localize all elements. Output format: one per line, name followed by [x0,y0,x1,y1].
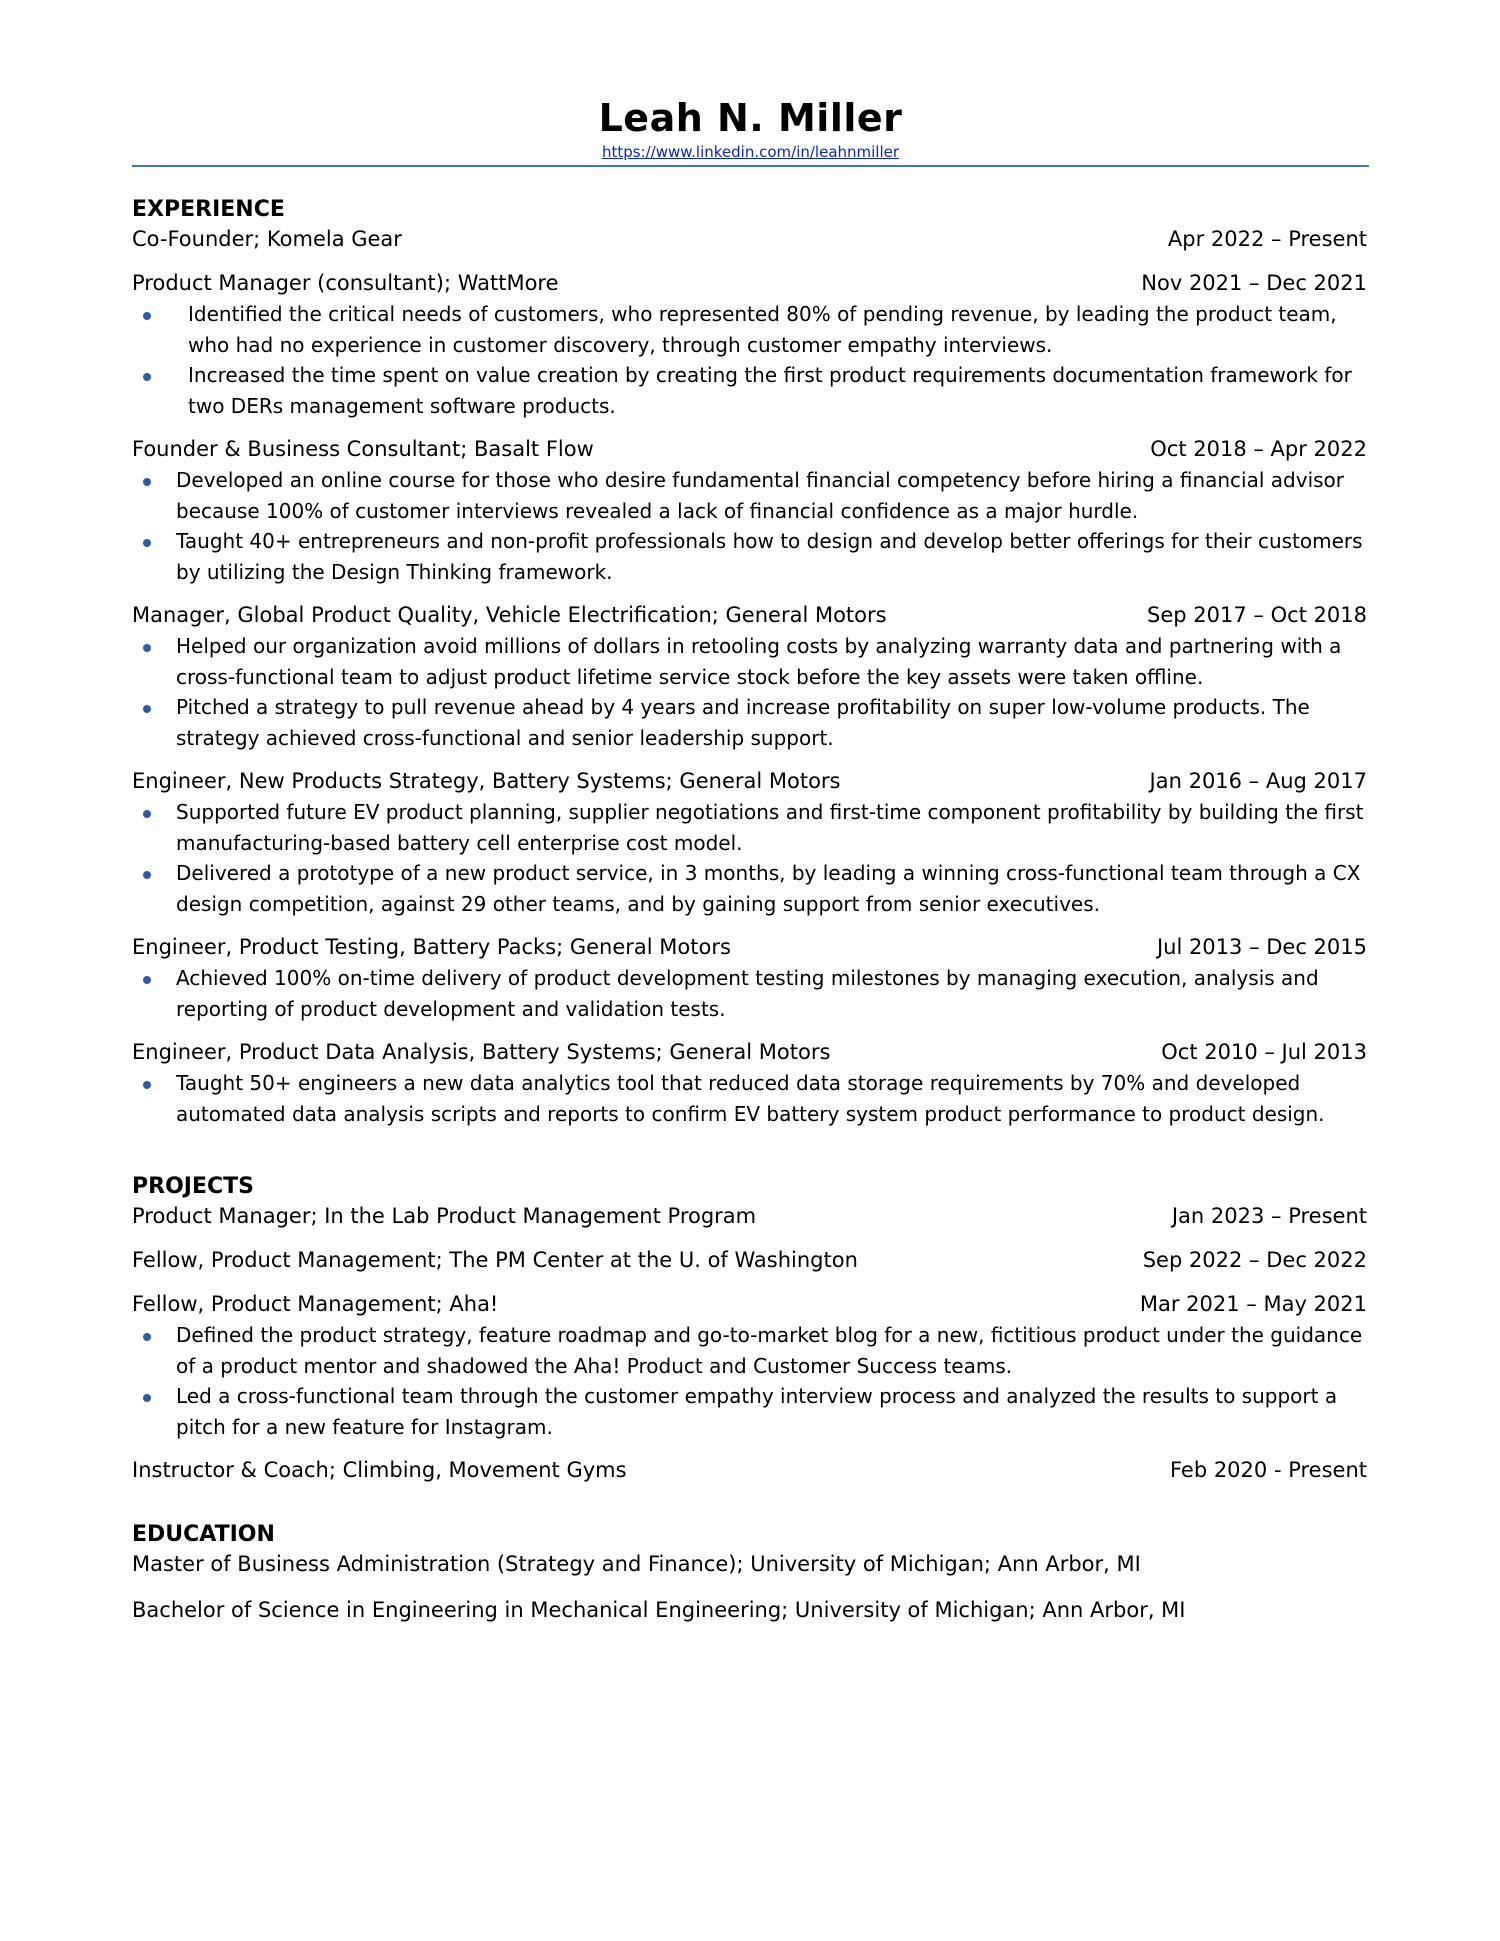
bullet-icon [143,1394,151,1402]
bullet-item [132,1320,1369,1381]
bullet-text: Pitched a strategy to pull revenue ahead by 4 years and increase profitability on super low-volume products. The strategy achieved cross-functional and senior leadership support. [176,695,1310,750]
bullet-list [132,631,1369,753]
bullet-icon [143,810,151,818]
job-title: Founder & Business Consultant; Basalt Flow [132,437,594,461]
bullet-item [132,299,1369,360]
resume-page [132,0,1369,1622]
job-date: Oct 2018 – Apr 2022 [1150,437,1367,461]
project-title: Product Manager; In the Lab Product Management Program [132,1204,757,1228]
experience-entry [132,224,1369,255]
bullet-list [132,963,1369,1024]
bullet-text: Defined the product strategy, feature roadmap and go-to-market blog for a new, fictitious product under the guidance of a product mentor and shadowed the Aha! Product and Customer Success teams. [176,1323,1363,1378]
project-entry [132,1289,1369,1442]
job-date: Apr 2022 – Present [1167,227,1367,251]
job-title: Engineer, Product Testing, Battery Packs; General Motors [132,935,731,959]
job-title: Engineer, Product Data Analysis, Battery Systems; General Motors [132,1040,831,1064]
bullet-icon [143,478,151,486]
bullet-icon [143,539,151,547]
bullet-item [132,465,1369,526]
bullet-icon [143,976,151,984]
bullet-item [132,1068,1369,1129]
bullet-icon [143,1081,151,1089]
job-title: Product Manager (consultant); WattMore [132,271,559,295]
project-title: Fellow, Product Management; Aha! [132,1292,499,1316]
bullet-item [132,360,1369,421]
job-title: Manager, Global Product Quality, Vehicle Electrification; General Motors [132,603,887,627]
candidate-name: Leah N. Miller [598,96,903,140]
project-date: Feb 2020 - Present [1169,1458,1367,1482]
bullet-list [132,797,1369,919]
experience-entry [132,932,1369,1024]
header-divider [132,165,1369,167]
bullet-item [132,963,1369,1024]
bullet-icon [143,1333,151,1341]
project-date: Sep 2022 – Dec 2022 [1142,1248,1367,1272]
bullet-item [132,631,1369,692]
bullet-item [132,526,1369,587]
bullet-item [132,858,1369,919]
job-date: Jul 2013 – Dec 2015 [1156,935,1367,959]
bullet-list [132,1068,1369,1129]
job-date: Jan 2016 – Aug 2017 [1149,769,1367,793]
experience-entry [132,1037,1369,1129]
project-date: Jan 2023 – Present [1171,1204,1367,1228]
bullet-icon [143,705,151,713]
project-date: Mar 2021 – May 2021 [1139,1292,1367,1316]
bullet-icon [143,644,151,652]
bullet-icon [143,373,151,381]
project-title: Fellow, Product Management; The PM Center at the U. of Washington [132,1248,858,1272]
education-section [132,1521,1369,1626]
job-date: Sep 2017 – Oct 2018 [1147,603,1367,627]
bullet-icon [143,312,151,320]
bullet-text: Taught 50+ engineers a new data analytics tool that reduced data storage requirements by 70% and developed automated data analysis scripts and reports to confirm EV battery system product performance to product design. [176,1071,1325,1126]
education-entry: Bachelor of Science in Engineering in Mechanical Engineering; University of Michigan; Ann Arbor, MI [132,1598,1186,1622]
linkedin-link[interactable]: https://www.linkedin.com/in/leahnmiller [601,143,900,161]
experience-section [132,196,1369,1129]
experience-entry [132,600,1369,753]
job-title: Co-Founder; Komela Gear [132,227,402,251]
experience-entry [132,268,1369,421]
education-entry: Master of Business Administration (Strategy and Finance); University of Michigan; Ann Arbor, MI [132,1552,1141,1576]
project-entry [132,1245,1369,1276]
bullet-list [132,1320,1369,1442]
projects-heading: PROJECTS [132,1174,254,1199]
bullet-list [132,299,1369,421]
job-title: Engineer, New Products Strategy, Battery Systems; General Motors [132,769,841,793]
bullet-text: Developed an online course for those who desire fundamental financial competency before hiring a financial advisor because 100% of customer interviews revealed a lack of financial confidence as a major hurdle. [176,468,1344,523]
experience-entry [132,434,1369,587]
job-date: Oct 2010 – Jul 2013 [1161,1040,1367,1064]
job-date: Nov 2021 – Dec 2021 [1141,271,1367,295]
experience-entry [132,766,1369,919]
project-entry [132,1455,1369,1486]
bullet-text: Increased the time spent on value creation by creating the first product requirements documentation framework for two DERs management software products. [188,363,1352,418]
bullet-text: Identified the critical needs of customers, who represented 80% of pending revenue, by leading the product team, who had no experience in customer discovery, through customer empathy interviews. [188,302,1337,357]
experience-heading: EXPERIENCE [132,197,285,222]
bullet-text: Delivered a prototype of a new product service, in 3 months, by leading a winning cross-functional team through a CX design competition, against 29 other teams, and by gaining support from senior executives. [176,861,1361,916]
resume-header [132,0,1369,167]
bullet-text: Supported future EV product planning, supplier negotiations and first-time component profitability by building the first manufacturing-based battery cell enterprise cost model. [176,800,1364,855]
project-title: Instructor & Coach; Climbing, Movement Gyms [132,1458,627,1482]
bullet-text: Led a cross-functional team through the customer empathy interview process and analyzed the results to support a pitch for a new feature for Instagram. [176,1384,1338,1439]
bullet-list [132,465,1369,587]
bullet-item [132,1381,1369,1442]
bullet-item [132,692,1369,753]
education-heading: EDUCATION [132,1522,275,1547]
projects-section [132,1173,1369,1486]
project-entry [132,1201,1369,1232]
bullet-text: Helped our organization avoid millions of dollars in retooling costs by analyzing warranty data and partnering with a cross-functional team to adjust product lifetime service stock before the key assets were taken offline. [176,634,1342,689]
bullet-text: Achieved 100% on-time delivery of product development testing milestones by managing execution, analysis and reporting of product development and validation tests. [176,966,1319,1021]
bullet-icon [143,871,151,879]
bullet-text: Taught 40+ entrepreneurs and non-profit professionals how to design and develop better offerings for their customers by utilizing the Design Thinking framework. [176,529,1363,584]
bullet-item [132,797,1369,858]
